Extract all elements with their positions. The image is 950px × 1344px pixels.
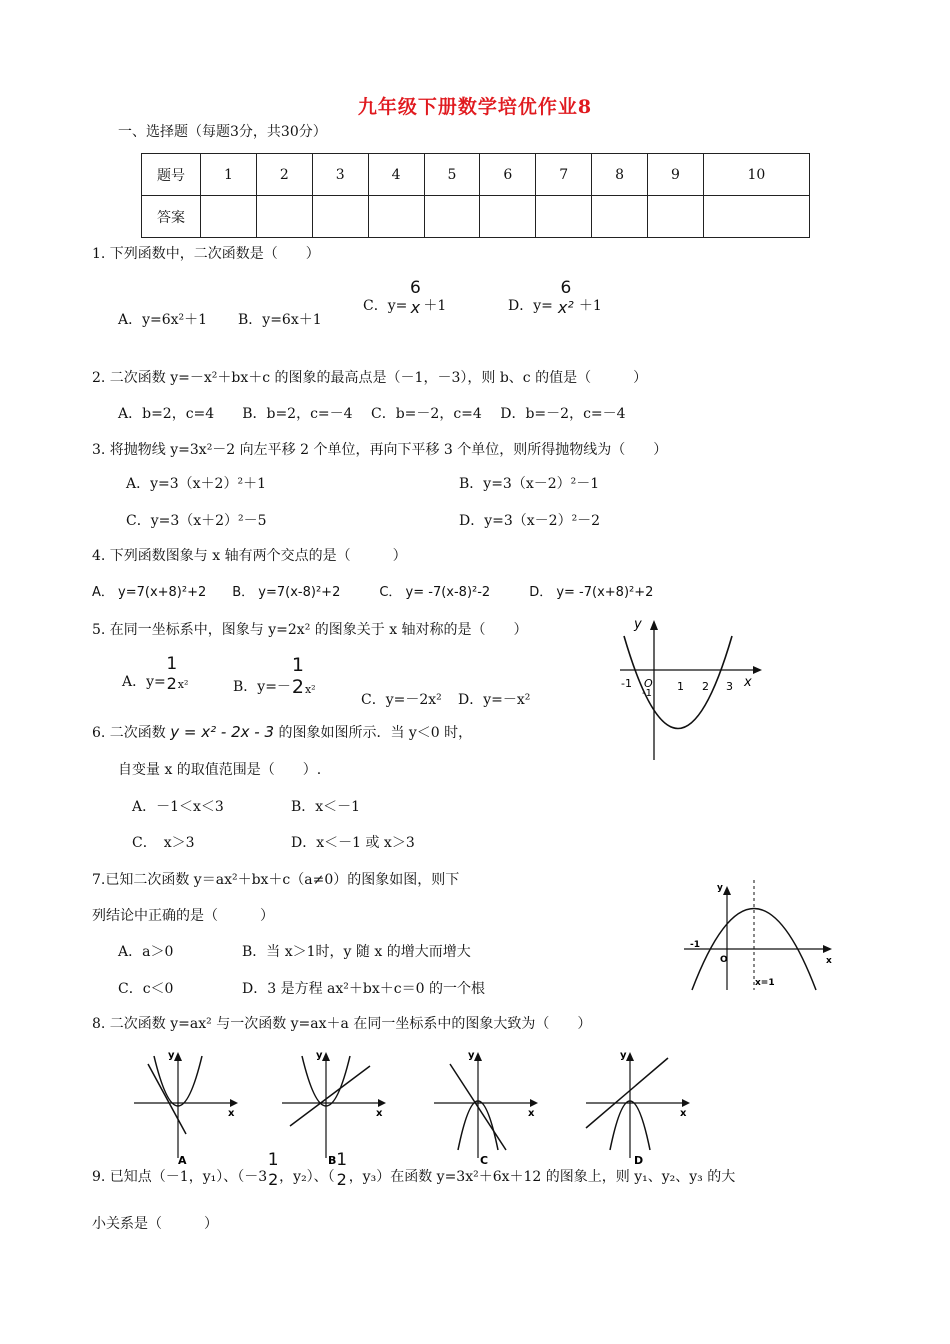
q5-stem: 5. 在同一坐标系中，图象与 y=2x² 的图象关于 x 轴对称的是（ ） — [92, 622, 528, 638]
answer-cell[interactable] — [368, 196, 424, 238]
q1-option-a: A．y=6x²＋1 — [118, 312, 208, 328]
table-cell: 3 — [312, 154, 368, 196]
table-cell: 8 — [592, 154, 648, 196]
answer-cell[interactable] — [703, 196, 809, 238]
q9-line2: 小关系是（ ） — [92, 1216, 218, 1232]
q3-option-d: D．y=3（x－2）²－2 — [459, 513, 601, 529]
axis-label-x: x — [744, 675, 752, 690]
q6-line2: 自变量 x 的取值范围是（ ）. — [118, 762, 322, 778]
axis-label-x: x — [680, 1108, 687, 1119]
option-label: C — [480, 1154, 489, 1166]
tick-label: -1 — [621, 677, 632, 690]
page-title: 九年级下册数学培优作业8 — [357, 96, 593, 118]
q8-graph-c — [430, 1046, 542, 1166]
axis-label-y: y — [620, 1050, 627, 1061]
axis-label-x: x — [376, 1108, 383, 1119]
answer-cell[interactable] — [536, 196, 592, 238]
tick-label: 1 — [677, 680, 684, 693]
answer-cell[interactable] — [424, 196, 480, 238]
q1-stem: 1. 下列函数中，二次函数是（ ） — [92, 246, 320, 262]
q8-stem: 8. 二次函数 y=ax² 与一次函数 y=ax＋a 在同一坐标系中的图象大致为（ ） — [92, 1016, 592, 1032]
q1-option-d: D．y= 6 x² ＋1 — [508, 278, 602, 317]
q6-stem: 6. 二次函数 y = x² - 2x - 3 的图象如图所示．当 y＜0 时， — [92, 723, 473, 741]
q7-line1: 7.已知二次函数 y＝ax²＋bx＋c（a≠0）的图象如图，则下 — [92, 872, 460, 888]
answer-cell[interactable] — [648, 196, 704, 238]
q7-option-d: D．3 是方程 ax²＋bx＋c＝0 的一个根 — [242, 981, 485, 997]
q2-options: A．b=2，c=4 B．b=2，c=－4 C．b=－2，c=4 D．b=－2，c=－4 — [118, 406, 626, 422]
answer-table — [141, 153, 810, 238]
answer-cell[interactable] — [592, 196, 648, 238]
table-cell: 1 — [201, 154, 257, 196]
table-cell: 9 — [648, 154, 704, 196]
q7-option-b: B．当 x＞1时，y 随 x 的增大而增大 — [242, 944, 471, 960]
axis-of-symmetry-label: x=1 — [755, 978, 775, 988]
q8-graph-a — [130, 1046, 242, 1166]
axis-label-y: y — [634, 617, 642, 632]
tick-label: 2 — [702, 680, 709, 693]
q3-option-b: B．y=3（x－2）²－1 — [459, 476, 600, 492]
q6-option-d: D．x＜－1 或 x＞3 — [291, 835, 415, 851]
axis-label-y: y — [168, 1050, 175, 1061]
q6-option-a: A．－1＜x＜3 — [132, 799, 224, 815]
answer-cell[interactable] — [312, 196, 368, 238]
q6-option-c: C． x＞3 — [132, 835, 195, 851]
origin-label: O — [720, 955, 728, 965]
table-cell: 4 — [368, 154, 424, 196]
parabola-graph-q6 — [612, 614, 768, 762]
q1-option-b: B．y=6x＋1 — [238, 312, 322, 328]
tick-label: 3 — [726, 680, 733, 693]
q5-option-b: B．y=－ 1 2 x² — [233, 654, 316, 698]
answer-cell[interactable] — [201, 196, 257, 238]
q8-graph-d — [582, 1046, 694, 1166]
answer-cell[interactable] — [480, 196, 536, 238]
q9-line1: 9. 已知点（－1，y₁）、（－3 1 2 ，y₂）、（ 1 2 ，y₃）在函数 y=3x²＋6x＋12 的图象上，则 y₁、y₂、y₃ 的大 — [92, 1150, 736, 1189]
q7-option-c: C．c＜0 — [118, 981, 174, 997]
answer-cell[interactable] — [256, 196, 312, 238]
section-heading: 一、选择题（每题3分，共30分） — [118, 124, 327, 140]
option-label: A — [178, 1154, 187, 1166]
table-cell: 6 — [480, 154, 536, 196]
axis-label-y: y — [468, 1050, 475, 1061]
table-cell: 5 — [424, 154, 480, 196]
q3-stem: 3. 将抛物线 y=3x²－2 向左平移 2 个单位，再向下平移 3 个单位，则所得抛物线为（ ） — [92, 442, 668, 458]
q5-option-a: A．y= 1 2 x² — [122, 654, 189, 693]
q4-options: A． y=7(x+8)²+2 B． y=7(x-8)²+2 C． y= -7(x-8)²-2 D． y= -7(x+8)²+2 — [92, 585, 654, 600]
axis-label-y: y — [717, 883, 723, 893]
q8-graph-b — [278, 1046, 390, 1166]
option-label: D — [634, 1154, 644, 1166]
q6-option-b: B．x＜－1 — [291, 799, 361, 815]
tick-label: -1 — [690, 940, 700, 950]
axis-label-x: x — [528, 1108, 535, 1119]
q7-option-a: A．a＞0 — [118, 944, 174, 960]
option-label: B — [328, 1154, 337, 1166]
q5-option-d: D．y=－x² — [458, 692, 531, 708]
table-cell: 2 — [256, 154, 312, 196]
origin-label: O — [644, 677, 653, 690]
table-cell: 7 — [536, 154, 592, 196]
q5-option-c: C．y=－2x² — [361, 692, 442, 708]
q7-line2: 列结论中正确的是（ ） — [92, 908, 274, 924]
q3-option-c: C．y=3（x＋2）²－5 — [126, 513, 267, 529]
q4-stem: 4. 下列函数图象与 x 轴有两个交点的是（ ） — [92, 548, 407, 564]
table-row-label: 题号 — [142, 154, 201, 196]
axis-label-x: x — [228, 1108, 235, 1119]
axis-label-x: x — [826, 956, 832, 966]
tick-label: -1 — [642, 688, 652, 699]
table-cell: 10 — [703, 154, 809, 196]
q3-option-a: A．y=3（x＋2）²＋1 — [126, 476, 266, 492]
axis-label-y: y — [316, 1050, 323, 1061]
parabola-graph-q7 — [680, 878, 840, 992]
table-row-label: 答案 — [142, 196, 201, 238]
q1-option-c: C．y= 6 x ＋1 — [363, 278, 447, 317]
q2-stem: 2. 二次函数 y=－x²＋bx＋c 的图象的最高点是（－1，－3），则 b、c 的值是（ ） — [92, 370, 648, 386]
